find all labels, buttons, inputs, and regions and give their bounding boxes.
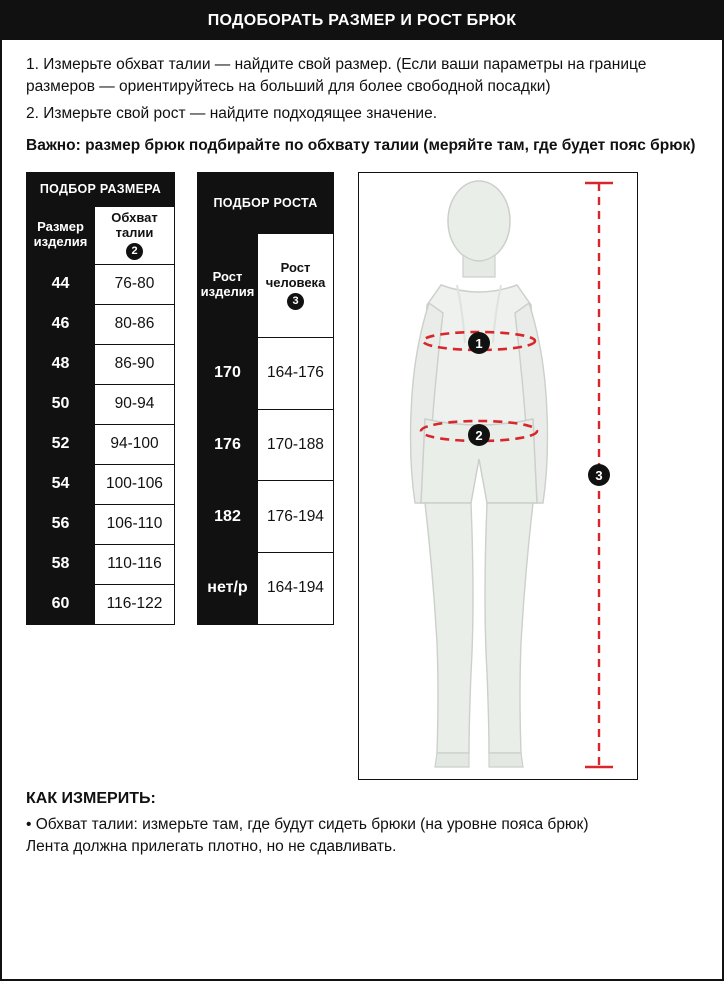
table-row: [198, 337, 334, 409]
waist-value: 76-80: [95, 264, 175, 304]
how-to-measure-line-2: Лента должна прилегать плотно, но не сдавливать.: [26, 838, 397, 856]
instruction-step-1: 1. Измерьте обхват талии — найдите свой размер. (Если ваши параметры на границе размеров — ориентируйтесь на больший для более свободной посадки): [26, 56, 647, 96]
product-height-value: нет/р: [198, 553, 258, 625]
instruction-step-2: 2. Измерьте свой рост — найдите подходящее значение.: [26, 104, 438, 122]
size-value: 56: [27, 504, 95, 544]
size-value: 52: [27, 424, 95, 464]
size-value: 60: [27, 584, 95, 624]
table-header-row: [27, 206, 175, 264]
table-row: [198, 553, 334, 625]
right-foot-shape: [489, 753, 523, 767]
table-row: [27, 504, 175, 544]
product-height-value: 182: [198, 481, 258, 553]
person-height-value: 176-194: [258, 481, 334, 553]
waist-marker-badge: 2: [126, 243, 143, 260]
size-table: [26, 172, 175, 625]
table-title-row: [27, 172, 175, 206]
waist-value: 100-106: [95, 464, 175, 504]
table-title-row: [198, 172, 334, 233]
table-row: [27, 264, 175, 304]
height-table-title: ПОДБОР РОСТА: [198, 172, 334, 233]
table-row: [27, 424, 175, 464]
waist-value: 86-90: [95, 344, 175, 384]
table-row: [27, 584, 175, 624]
table-row: [27, 384, 175, 424]
person-height-value: 164-176: [258, 337, 334, 409]
table-row: [27, 304, 175, 344]
marker-3-label: 3: [595, 467, 603, 483]
page-header: [2, 2, 722, 40]
size-value: 46: [27, 304, 95, 344]
waist-value: 80-86: [95, 304, 175, 344]
size-table-col-waist: [95, 206, 175, 264]
intro-section: [2, 40, 722, 780]
size-value: 54: [27, 464, 95, 504]
table-row: [27, 544, 175, 584]
product-height-value: 176: [198, 409, 258, 481]
product-height-value: 170: [198, 337, 258, 409]
tables-and-figure: [26, 172, 698, 780]
height-marker-badge: 3: [287, 293, 304, 310]
how-to-measure-section: [2, 790, 722, 859]
how-to-measure-title: КАК ИЗМЕРИТЬ:: [26, 789, 156, 807]
person-height-value: 170-188: [258, 409, 334, 481]
size-table-col-size-label: Размер изделия: [33, 219, 88, 250]
torso-shape: [423, 285, 535, 429]
size-table-col-waist-label: Обхват талии: [111, 209, 158, 240]
size-table-col-size: [27, 206, 95, 264]
table-header-row: [198, 233, 334, 337]
left-foot-shape: [435, 753, 469, 767]
table-row: [198, 481, 334, 553]
how-to-measure-line-1: • Обхват талии: измерьте там, где будут сидеть брюки (на уровне пояса брюк): [26, 815, 589, 833]
height-table-col-person: [258, 233, 334, 337]
important-note: Важно: размер брюк подбирайте по обхвату талии (меряйте там, где будет пояс брюк): [26, 137, 696, 155]
height-table: [197, 172, 334, 625]
waist-value: 94-100: [95, 424, 175, 464]
waist-value: 106-110: [95, 504, 175, 544]
waist-value: 90-94: [95, 384, 175, 424]
table-row: [198, 409, 334, 481]
marker-1-label: 1: [475, 335, 483, 351]
page-title: ПОДОБОРАТЬ РАЗМЕР И РОСТ БРЮК: [207, 12, 517, 29]
body-figure-diagram: [358, 172, 638, 780]
head-shape: [448, 181, 510, 261]
size-value: 48: [27, 344, 95, 384]
marker-2-label: 2: [475, 427, 483, 443]
waist-value: 110-116: [95, 544, 175, 584]
person-height-value: 164-194: [258, 553, 334, 625]
height-table-col-product: [198, 233, 258, 337]
mannequin-svg: [359, 173, 637, 779]
left-leg-shape: [425, 503, 473, 753]
table-row: [27, 344, 175, 384]
tables-group: [26, 172, 334, 625]
waist-value: 116-122: [95, 584, 175, 624]
size-value: 58: [27, 544, 95, 584]
height-table-col-product-label: Рост изделия: [200, 269, 255, 300]
size-value: 44: [27, 264, 95, 304]
right-leg-shape: [485, 503, 533, 753]
size-value: 50: [27, 384, 95, 424]
height-table-col-person-label: Рост человека: [265, 259, 326, 290]
size-table-title: ПОДБОР РАЗМЕРА: [27, 172, 175, 206]
table-row: [27, 464, 175, 504]
